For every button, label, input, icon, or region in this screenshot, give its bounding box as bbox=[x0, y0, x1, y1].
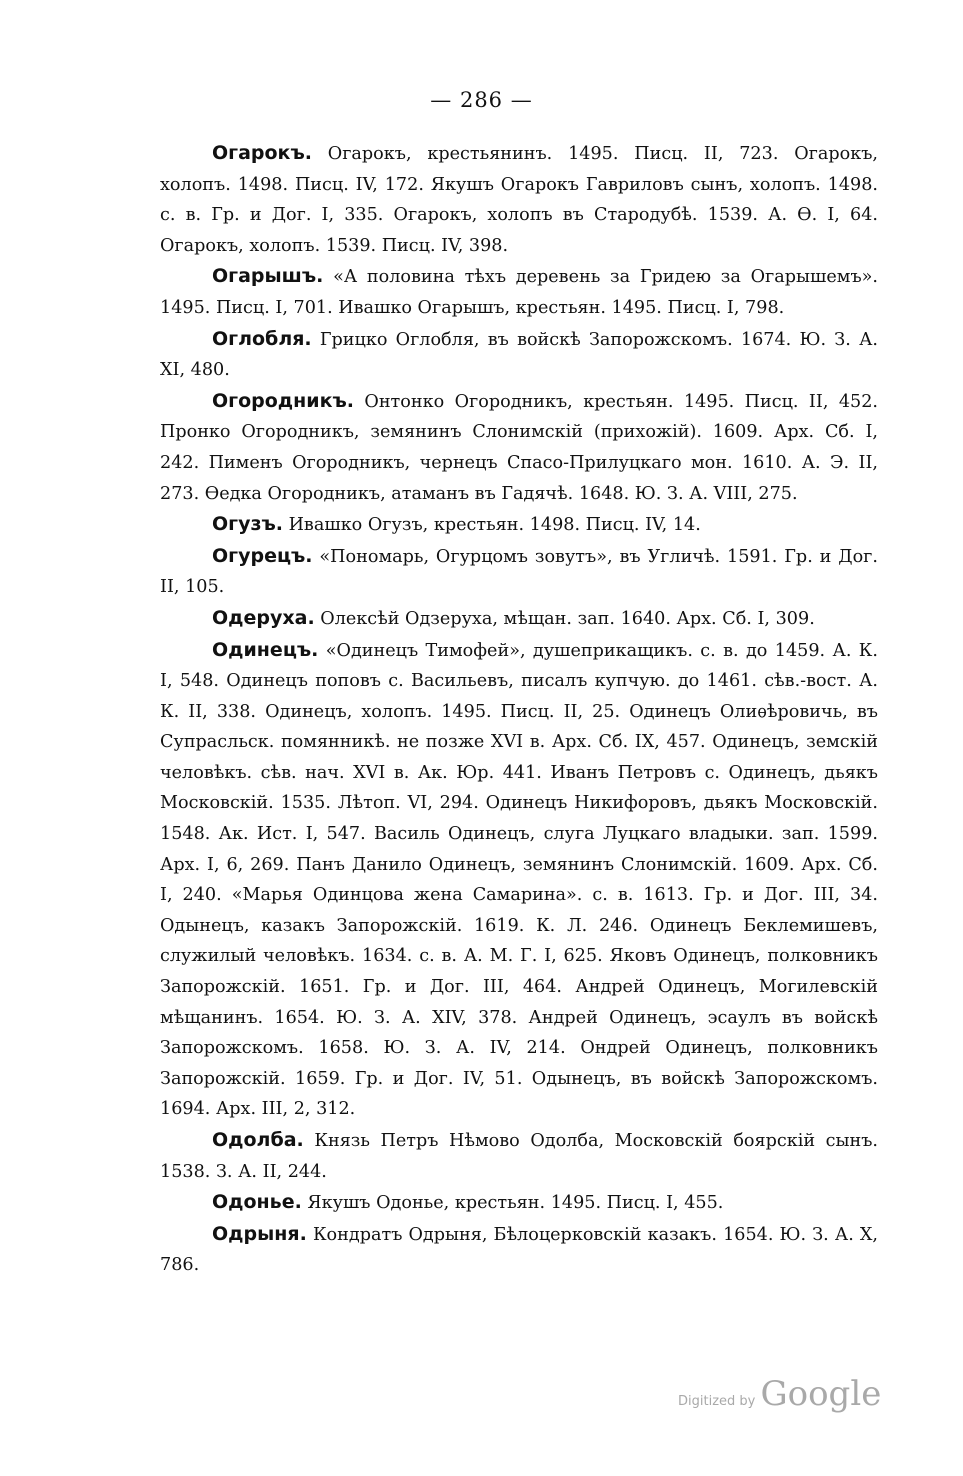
dictionary-entries bbox=[160, 138, 878, 1281]
google-logo: Google bbox=[760, 1374, 882, 1414]
entry bbox=[160, 386, 878, 509]
entry-headword: Огузъ. bbox=[212, 513, 283, 536]
page-number: — 286 — bbox=[430, 88, 533, 112]
entry-text: «Одинецъ Тимофей», душеприкащикъ. с. в. до 1459. А. К. I, 548. Одинецъ поповъ с. Васильевъ, писалъ купчую. до 1461. сѣв.-вост. А. К. II, 338. Одинецъ, холопъ. 1495. Писц. II, 25. Одинецъ Олиѳѣровичь, въ Супрасльск. помянникѣ. не позже XVI в. Арх. Сб. IX, 457. Одинецъ, земскій человѣкъ. сѣв. нач. XVI в. Ак. Юр. 441. Иванъ Петровъ с. Одинецъ, дьякъ Московскій. 1535. Лѣтоп. VI, 294. Одинецъ Никифоровъ, дьякъ Московскій. 1548. Ак. Ист. I, 547. Василь Одинецъ, слуга Луцкаго владыки. зап. 1599. Арх. I, 6, 269. Панъ Данило Одинецъ, земянинъ Слонимскій. 1609. Арх. Сб. I, 240. «Марья Одинцова жена Самарина». с. в. 1613. Гр. и Дог. III, 34. Одынецъ, казакъ Запорожскій. 1619. К. Л. 246. Одинецъ Беклемишевъ, служилый человѣкъ. 1634. с. в. А. М. Г. I, 625. Яковъ Одинецъ, полковникъ Запорожскій. 1651. Гр. и Дог. III, 464. Андрей Одинецъ, Могилевскій мѣщанинъ. 1654. Ю. З. А. XIV, 378. Андрей Одинецъ, эсаулъ въ войскѣ Запорожскомъ. 1658. Ю. З. А. IV, 214. Ондрей Одинецъ, полковникъ Запорожскій. 1659. Гр. и Дог. IV, 51. Одынецъ, въ войскѣ Запорожскомъ. 1694. Арх. III, 2, 312. bbox=[160, 640, 878, 1120]
entry-text: Онтонко Огородникъ, крестьян. 1495. Писц. II, 452. Пронко Огородникъ, земянинъ Слонимскій (прихожій). 1609. Арх. Сб. I, 242. Пименъ Огородникъ, чернецъ Спасо-Прилуцкаго мон. 1610. А. Э. II, 273. Ѳедка Огородникъ, атаманъ въ Гадячѣ. 1648. Ю. З. А. VIII, 275. bbox=[160, 391, 879, 504]
entry-headword: Огурецъ. bbox=[212, 544, 313, 567]
entry-headword: Одинецъ. bbox=[212, 638, 319, 661]
entry-headword: Одрыня. bbox=[212, 1222, 307, 1245]
watermark-prefix: Digitized by bbox=[678, 1394, 756, 1409]
entry bbox=[160, 603, 878, 635]
entry-headword: Одонье. bbox=[212, 1191, 302, 1214]
entry-text: Якушъ Одонье, крестьян. 1495. Писц. I, 455. bbox=[307, 1193, 724, 1214]
entry bbox=[160, 635, 878, 1126]
entry bbox=[160, 1125, 878, 1187]
entry bbox=[160, 261, 878, 323]
entry-headword: Одолба. bbox=[212, 1129, 304, 1151]
entry bbox=[160, 1187, 878, 1219]
entry-text: «А половина тѣхъ деревень за Гридею за Огарышемъ». 1495. Писц. I, 701. Ивашко Огарышъ, крестьян. 1495. Писц. I, 798. bbox=[160, 267, 878, 318]
entry-headword: Одеруха. bbox=[212, 606, 315, 629]
entry-text: Огарокъ, крестьянинъ. 1495. Писц. II, 723. Огарокъ, холопъ. 1498. Писц. IV, 172. Якушъ Огарокъ Гавриловъ сынъ, холопъ. 1498. с. в. Гр. и Дог. I, 335. Огарокъ, холопъ въ Стародубѣ. 1539. А. Ѳ. I, 64. Огарокъ, холопъ. 1539. Писц. IV, 398. bbox=[160, 144, 879, 256]
entry-headword: Огарышъ. bbox=[212, 265, 324, 288]
entry-text: Кондратъ Одрыня, Бѣлоцерковскій казакъ. 1654. Ю. З. А. X, 786. bbox=[160, 1224, 879, 1276]
entry-text: Олексѣй Одзеруха, мѣщан. зап. 1640. Арх. Сб. I, 309. bbox=[320, 608, 815, 629]
digitized-watermark bbox=[678, 1374, 881, 1414]
entry-headword: Оглобля. bbox=[212, 327, 312, 350]
entry bbox=[160, 138, 878, 261]
entry-text: Грицко Оглобля, въ войскѣ Запорожскомъ. 1674. Ю. З. А. XI, 480. bbox=[160, 329, 879, 381]
entry-text: Ивашко Огузъ, крестьян. 1498. Писц. IV, 14. bbox=[288, 515, 701, 536]
entry-text: «Пономарь, Огурцомъ зовутъ», въ Угличѣ. 1591. Гр. и Дог. II, 105. bbox=[160, 546, 878, 598]
entry bbox=[160, 541, 878, 603]
entry bbox=[160, 324, 878, 386]
entry bbox=[160, 509, 878, 541]
entry bbox=[160, 1219, 878, 1281]
entry-headword: Огородникъ. bbox=[212, 389, 354, 412]
entry-text: Князь Петръ Нѣмово Одолба, Московскій боярскій сынъ. 1538. З. А. II, 244. bbox=[160, 1131, 879, 1182]
entry-headword: Огарокъ. bbox=[212, 142, 312, 164]
